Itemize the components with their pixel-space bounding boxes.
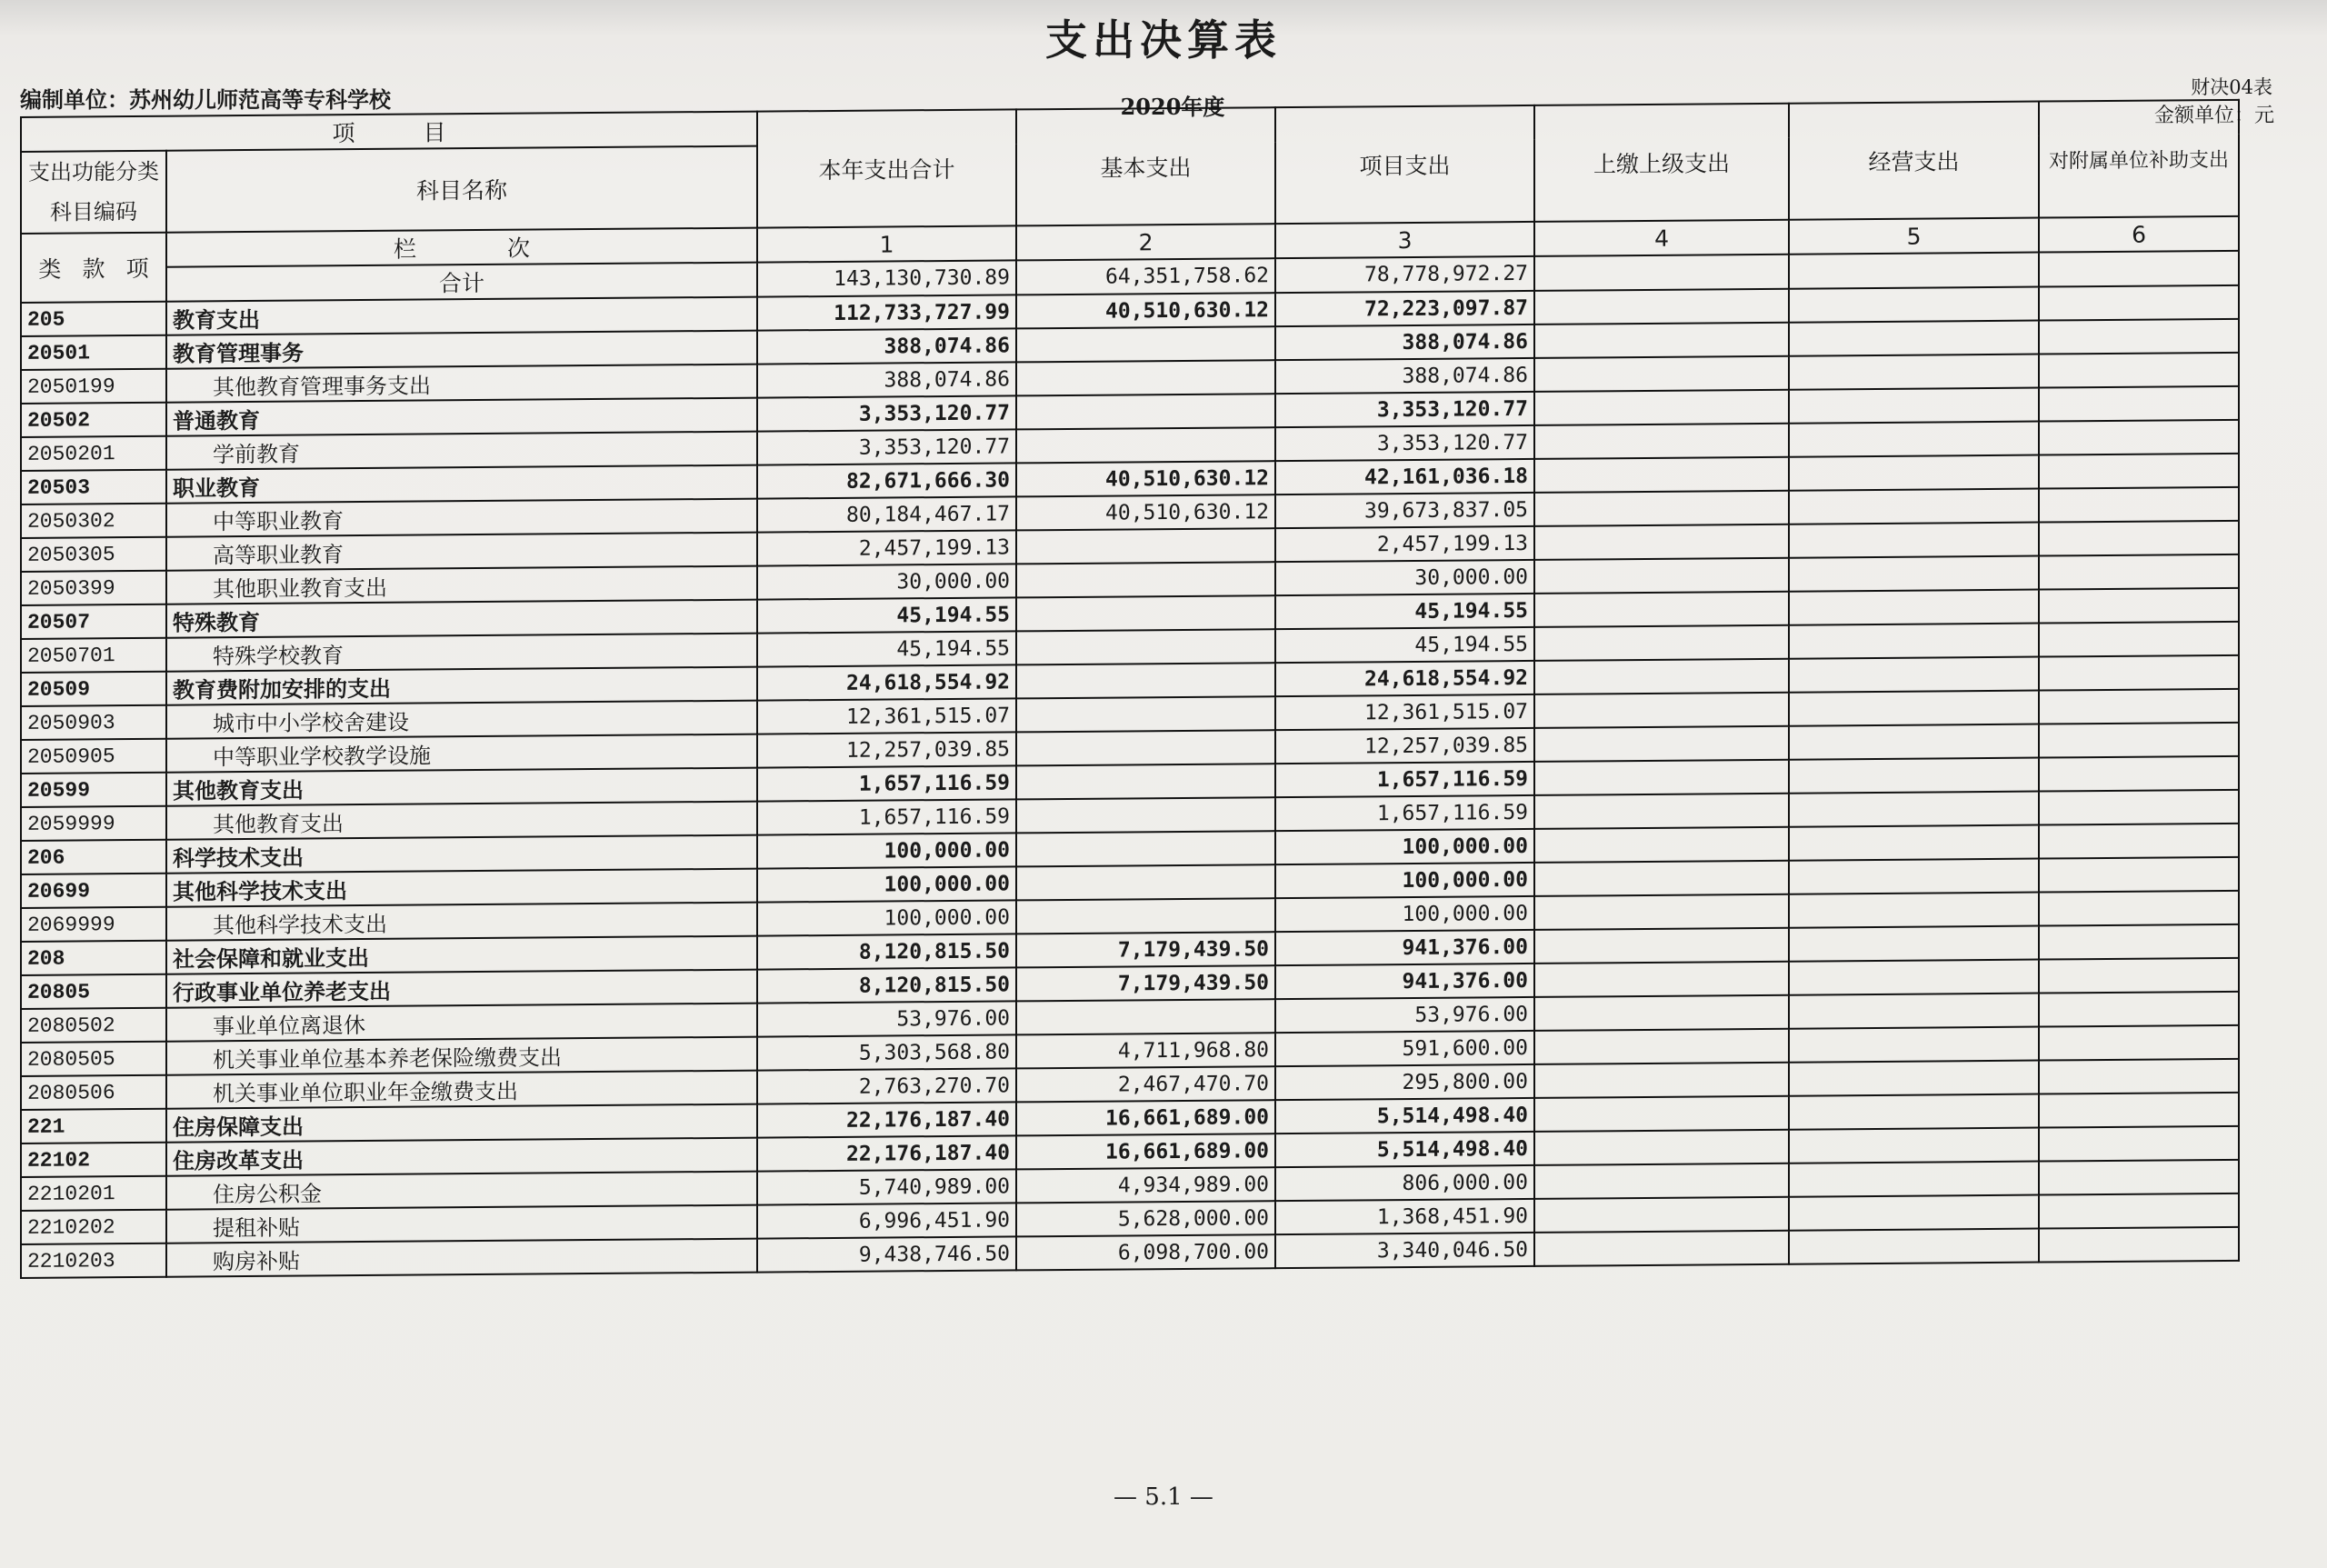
- row-project: 1,657,116.59: [1275, 762, 1534, 797]
- row-basic: [1016, 696, 1275, 732]
- row-code: 2050305: [21, 537, 166, 572]
- row-project: 30,000.00: [1275, 560, 1534, 595]
- col-index-1: 1: [757, 225, 1016, 262]
- row-subsidy: [2039, 521, 2239, 556]
- row-project: 12,257,039.85: [1275, 728, 1534, 764]
- row-business: [1789, 321, 2039, 356]
- col-index-5: 5: [1789, 218, 2039, 255]
- row-basic: 2,467,470.70: [1016, 1066, 1275, 1102]
- row-business: [1789, 960, 2039, 995]
- row-upper: [1534, 491, 1789, 526]
- row-name: 中等职业学校教学设施: [166, 734, 757, 773]
- row-project: 591,600.00: [1275, 1031, 1534, 1066]
- row-upper: [1534, 1130, 1789, 1165]
- row-project: 941,376.00: [1275, 964, 1534, 999]
- row-project: 24,618,554.92: [1275, 661, 1534, 696]
- row-code: 2050399: [21, 571, 166, 605]
- row-project: 100,000.00: [1275, 863, 1534, 898]
- row-upper: [1534, 962, 1789, 997]
- row-business: [1789, 926, 2039, 962]
- row-business: [1789, 994, 2039, 1029]
- row-code: 20599: [21, 773, 166, 807]
- upper-header: 上缴上级支出: [1534, 104, 1789, 222]
- row-subsidy: [2039, 454, 2239, 489]
- row-business: [1789, 1195, 2039, 1231]
- row-code: 2050905: [21, 739, 166, 774]
- row-business: [1789, 624, 2039, 659]
- total-header: 本年支出合计: [757, 109, 1016, 227]
- row-name: 教育管理事务: [166, 331, 757, 369]
- row-total: 5,740,989.00: [757, 1169, 1016, 1204]
- row-basic: 7,179,439.50: [1016, 932, 1275, 967]
- row-total: 45,194.55: [757, 597, 1016, 633]
- row-project: 1,368,451.90: [1275, 1199, 1534, 1234]
- row-basic: [1016, 898, 1275, 934]
- row-upper: [1534, 424, 1789, 459]
- row-code: 2050701: [21, 638, 166, 673]
- row-upper: [1534, 1164, 1789, 1199]
- row-subsidy: [2039, 285, 2239, 321]
- row-name: 城市中小学校舍建设: [166, 701, 757, 739]
- row-total: 53,976.00: [757, 1001, 1016, 1036]
- expenditure-table-wrap: [20, 99, 2238, 1279]
- row-subsidy: [2039, 824, 2239, 859]
- row-name: 住房公积金: [166, 1172, 757, 1210]
- compiling-unit: 编制单位：苏州幼儿师范高等专科学校: [20, 86, 391, 113]
- row-business: [1789, 422, 2039, 457]
- row-name: 机关事业单位基本养老保险缴费支出: [166, 1037, 757, 1075]
- row-project: 45,194.55: [1275, 594, 1534, 629]
- row-name: 教育费附加安排的支出: [166, 667, 757, 705]
- row-name: 高等职业教育: [166, 533, 757, 571]
- row-total: 5,303,568.80: [757, 1034, 1016, 1070]
- kuan-label: 款: [82, 255, 105, 283]
- sum-basic: 64,351,758.62: [1016, 258, 1275, 295]
- table-body: [21, 285, 2239, 1278]
- row-basic: 6,098,700.00: [1016, 1234, 1275, 1270]
- row-project: 3,353,120.77: [1275, 392, 1534, 427]
- row-basic: [1016, 831, 1275, 866]
- row-total: 112,733,727.99: [757, 295, 1016, 330]
- row-total: 45,194.55: [757, 631, 1016, 666]
- row-project: 39,673,837.05: [1275, 493, 1534, 528]
- row-total: 388,074.86: [757, 362, 1016, 397]
- row-subsidy: [2039, 1059, 2239, 1094]
- row-business: [1789, 287, 2039, 323]
- row-code: 2050199: [21, 369, 166, 404]
- row-upper: [1534, 760, 1789, 795]
- row-name: 其他教育支出: [166, 768, 757, 806]
- code-header: 支出功能分类科目编码: [21, 151, 166, 234]
- row-business: [1789, 724, 2039, 760]
- row-basic: 40,510,630.12: [1016, 461, 1275, 496]
- expenditure-table: [20, 99, 2240, 1279]
- sum-project: 78,778,972.27: [1275, 256, 1534, 293]
- row-name: 特殊学校教育: [166, 634, 757, 672]
- row-total: 24,618,554.92: [757, 664, 1016, 700]
- sum-business: [1789, 253, 2039, 289]
- row-total: 82,671,666.30: [757, 463, 1016, 498]
- row-business: [1789, 556, 2039, 592]
- row-name: 其他科学技术支出: [166, 903, 757, 941]
- row-subsidy: [2039, 1093, 2239, 1128]
- row-total: 3,353,120.77: [757, 395, 1016, 431]
- row-total: 100,000.00: [757, 866, 1016, 902]
- row-name: 其他职业教育支出: [166, 566, 757, 604]
- page-title: 支出决算表: [1045, 15, 1282, 65]
- row-project: 100,000.00: [1275, 896, 1534, 932]
- row-upper: [1534, 289, 1789, 325]
- row-subsidy: [2039, 891, 2239, 926]
- row-basic: 4,711,968.80: [1016, 1033, 1275, 1068]
- row-total: 1,657,116.59: [757, 765, 1016, 801]
- row-project: 12,361,515.07: [1275, 694, 1534, 730]
- row-name: 教育支出: [166, 297, 757, 335]
- row-name: 普通教育: [166, 398, 757, 436]
- row-code: 20507: [21, 604, 166, 639]
- row-upper: [1534, 1029, 1789, 1064]
- col-index-3: 3: [1275, 222, 1534, 258]
- row-subsidy: [2039, 487, 2239, 523]
- col-index-6: 6: [2039, 216, 2239, 253]
- row-name: 住房改革支出: [166, 1138, 757, 1176]
- row-subsidy: [2039, 1227, 2239, 1263]
- lei-label: 类: [38, 255, 62, 283]
- row-project: 3,340,046.50: [1275, 1233, 1534, 1268]
- row-business: [1789, 388, 2039, 424]
- sum-total: 143,130,730.89: [757, 260, 1016, 296]
- row-basic: [1016, 427, 1275, 463]
- row-code: 20805: [21, 974, 166, 1009]
- row-project: 388,074.86: [1275, 325, 1534, 360]
- row-subsidy: [2039, 1025, 2239, 1061]
- row-upper: [1534, 356, 1789, 392]
- row-subsidy: [2039, 756, 2239, 792]
- row-code: 2069999: [21, 907, 166, 942]
- row-project: 72,223,097.87: [1275, 291, 1534, 326]
- row-project: 806,000.00: [1275, 1165, 1534, 1201]
- col-index-2: 2: [1016, 224, 1275, 260]
- row-upper: [1534, 323, 1789, 358]
- row-business: [1789, 355, 2039, 390]
- row-code: 2080502: [21, 1008, 166, 1043]
- row-code: 208: [21, 941, 166, 975]
- row-upper: [1534, 457, 1789, 493]
- row-name: 其他教育支出: [166, 802, 757, 840]
- lei-kuan-xiang-header: [21, 233, 166, 303]
- row-basic: [1016, 730, 1275, 765]
- row-total: 1,657,116.59: [757, 799, 1016, 834]
- row-project: 941,376.00: [1275, 930, 1534, 965]
- row-basic: 16,661,689.00: [1016, 1134, 1275, 1169]
- row-basic: 40,510,630.12: [1016, 494, 1275, 530]
- row-upper: [1534, 827, 1789, 863]
- sum-upper: [1534, 255, 1789, 291]
- row-upper: [1534, 1231, 1789, 1266]
- row-total: 80,184,467.17: [757, 496, 1016, 532]
- row-basic: 5,628,000.00: [1016, 1201, 1275, 1236]
- row-subsidy: [2039, 723, 2239, 758]
- row-code: 221: [21, 1109, 166, 1144]
- row-name: 特殊教育: [166, 600, 757, 638]
- row-subsidy: [2039, 1160, 2239, 1195]
- row-upper: [1534, 558, 1789, 594]
- row-basic: [1016, 999, 1275, 1034]
- row-code: 20502: [21, 403, 166, 437]
- row-name: 科学技术支出: [166, 835, 757, 874]
- row-basic: [1016, 528, 1275, 564]
- row-name: 其他科学技术支出: [166, 869, 757, 907]
- row-project: 1,657,116.59: [1275, 795, 1534, 831]
- row-total: 22,176,187.40: [757, 1102, 1016, 1137]
- page-number: — 5.1 —: [1114, 1483, 1213, 1511]
- row-subsidy: [2039, 1126, 2239, 1162]
- row-code: 20509: [21, 672, 166, 706]
- row-basic: [1016, 764, 1275, 799]
- row-upper: [1534, 659, 1789, 694]
- row-name: 中等职业教育: [166, 499, 757, 537]
- row-name: 提租补贴: [166, 1205, 757, 1243]
- row-project: 388,074.86: [1275, 358, 1534, 394]
- col-index-4: 4: [1534, 220, 1789, 256]
- row-total: 6,996,451.90: [757, 1203, 1016, 1238]
- row-code: 2059999: [21, 806, 166, 841]
- row-business: [1789, 859, 2039, 894]
- row-code: 2050201: [21, 436, 166, 471]
- row-project: 5,514,498.40: [1275, 1132, 1534, 1167]
- row-total: 100,000.00: [757, 833, 1016, 868]
- row-business: [1789, 590, 2039, 625]
- row-business: [1789, 1094, 2039, 1130]
- row-code: 20503: [21, 470, 166, 504]
- row-subsidy: [2039, 689, 2239, 724]
- row-basic: [1016, 595, 1275, 631]
- row-name: 行政事业单位养老支出: [166, 970, 757, 1008]
- row-upper: [1534, 693, 1789, 728]
- amount-unit: 金额单位：元: [2153, 105, 2274, 127]
- row-business: [1789, 691, 2039, 726]
- row-business: [1789, 893, 2039, 928]
- row-subsidy: [2039, 554, 2239, 590]
- row-basic: [1016, 797, 1275, 833]
- row-business: [1789, 523, 2039, 558]
- row-basic: 7,179,439.50: [1016, 965, 1275, 1001]
- row-business: [1789, 657, 2039, 693]
- row-business: [1789, 1162, 2039, 1197]
- name-header: 科目名称: [166, 146, 757, 233]
- row-upper: [1534, 861, 1789, 896]
- subsidy-header: 对附属单位补助支出: [2039, 100, 2239, 218]
- row-basic: [1016, 360, 1275, 395]
- row-upper: [1534, 390, 1789, 425]
- row-code: 205: [21, 302, 166, 336]
- row-total: 388,074.86: [757, 328, 1016, 364]
- row-project: 42,161,036.18: [1275, 459, 1534, 494]
- row-business: [1789, 1128, 2039, 1164]
- form-number: 财决04表: [2191, 76, 2272, 98]
- row-total: 2,763,270.70: [757, 1068, 1016, 1104]
- row-code: 2050903: [21, 705, 166, 740]
- row-subsidy: [2039, 353, 2239, 388]
- row-subsidy: [2039, 655, 2239, 691]
- row-project: 53,976.00: [1275, 997, 1534, 1033]
- row-name: 购房补贴: [166, 1239, 757, 1277]
- row-upper: [1534, 524, 1789, 560]
- row-subsidy: [2039, 420, 2239, 455]
- row-upper: [1534, 592, 1789, 627]
- row-total: 2,457,199.13: [757, 530, 1016, 565]
- row-project: 45,194.55: [1275, 627, 1534, 663]
- row-business: [1789, 1229, 2039, 1264]
- row-business: [1789, 792, 2039, 827]
- row-business: [1789, 1027, 2039, 1063]
- row-project: 100,000.00: [1275, 829, 1534, 864]
- row-name: 职业教育: [166, 465, 757, 504]
- basic-header: 基本支出: [1016, 107, 1275, 225]
- row-basic: 40,510,630.12: [1016, 293, 1275, 328]
- row-business: [1789, 489, 2039, 524]
- row-upper: [1534, 1096, 1789, 1132]
- row-basic: [1016, 326, 1275, 362]
- row-total: 8,120,815.50: [757, 967, 1016, 1003]
- row-total: 22,176,187.40: [757, 1135, 1016, 1171]
- xiang-label: 项: [125, 255, 149, 283]
- row-basic: [1016, 394, 1275, 429]
- row-total: 8,120,815.50: [757, 934, 1016, 969]
- business-header: 经营支出: [1789, 102, 2039, 220]
- row-subsidy: [2039, 992, 2239, 1027]
- row-code: 2080506: [21, 1075, 166, 1110]
- row-name: 事业单位离退休: [166, 1004, 757, 1042]
- row-basic: 4,934,989.00: [1016, 1167, 1275, 1203]
- row-code: 206: [21, 840, 166, 874]
- sum-label: 合计: [166, 263, 757, 302]
- row-subsidy: [2039, 1193, 2239, 1229]
- row-business: [1789, 758, 2039, 794]
- fiscal-year: 2020年度: [1120, 94, 1225, 120]
- row-project: 295,800.00: [1275, 1064, 1534, 1100]
- row-name: 其他教育管理事务支出: [166, 365, 757, 403]
- row-subsidy: [2039, 622, 2239, 657]
- row-subsidy: [2039, 319, 2239, 355]
- row-business: [1789, 1061, 2039, 1096]
- row-code: 2080505: [21, 1042, 166, 1076]
- row-code: 2210202: [21, 1210, 166, 1244]
- row-subsidy: [2039, 924, 2239, 960]
- row-upper: [1534, 794, 1789, 829]
- row-total: 100,000.00: [757, 900, 1016, 935]
- row-code: 22102: [21, 1143, 166, 1177]
- row-name: 机关事业单位职业年金缴费支出: [166, 1071, 757, 1109]
- row-basic: [1016, 663, 1275, 698]
- row-subsidy: [2039, 386, 2239, 422]
- project-header: 项 目: [21, 112, 757, 152]
- row-project: 2,457,199.13: [1275, 526, 1534, 562]
- row-basic: [1016, 629, 1275, 664]
- row-total: 12,257,039.85: [757, 732, 1016, 767]
- row-name: 住房保障支出: [166, 1104, 757, 1143]
- row-basic: [1016, 864, 1275, 900]
- row-business: [1789, 455, 2039, 491]
- row-name: 学前教育: [166, 432, 757, 470]
- row-basic: [1016, 562, 1275, 597]
- row-name: 社会保障和就业支出: [166, 936, 757, 974]
- row-upper: [1534, 726, 1789, 762]
- row-project: 5,514,498.40: [1275, 1098, 1534, 1134]
- row-upper: [1534, 894, 1789, 930]
- row-project: 3,353,120.77: [1275, 425, 1534, 461]
- row-code: 2050302: [21, 504, 166, 538]
- sum-subsidy: [2039, 251, 2239, 287]
- row-subsidy: [2039, 857, 2239, 893]
- row-subsidy: [2039, 588, 2239, 624]
- row-subsidy: [2039, 790, 2239, 825]
- row-total: 3,353,120.77: [757, 429, 1016, 464]
- row-subsidy: [2039, 958, 2239, 994]
- row-code: 20699: [21, 874, 166, 908]
- row-upper: [1534, 1063, 1789, 1098]
- row-total: 9,438,746.50: [757, 1236, 1016, 1272]
- row-basic: 16,661,689.00: [1016, 1100, 1275, 1135]
- row-code: 2210201: [21, 1176, 166, 1211]
- lanci-header: 栏 次: [166, 228, 757, 267]
- row-upper: [1534, 1197, 1789, 1233]
- row-upper: [1534, 928, 1789, 964]
- row-total: 12,361,515.07: [757, 698, 1016, 734]
- row-upper: [1534, 995, 1789, 1031]
- row-upper: [1534, 625, 1789, 661]
- project-exp-header: 项目支出: [1275, 105, 1534, 224]
- row-total: 30,000.00: [757, 564, 1016, 599]
- row-code: 20501: [21, 335, 166, 370]
- row-business: [1789, 825, 2039, 861]
- row-code: 2210203: [21, 1243, 166, 1278]
